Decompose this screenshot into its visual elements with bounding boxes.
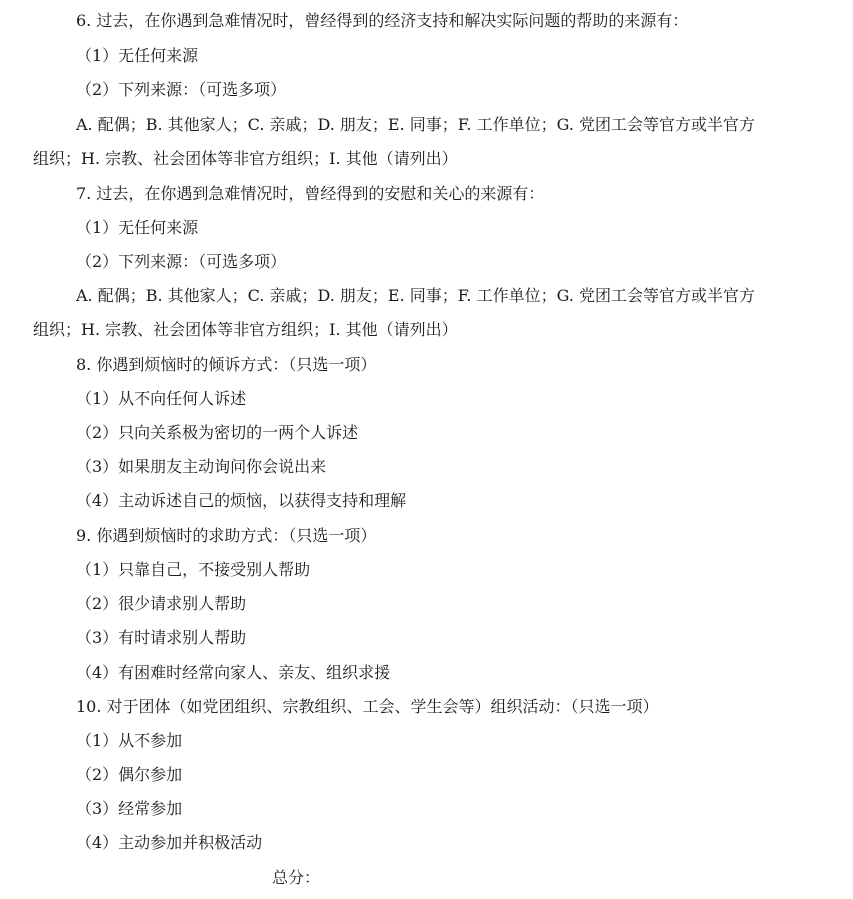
- q9-option-4: （4）有困难时经常向家人、亲友、组织求援: [76, 663, 391, 682]
- q7-option-2: （2）下列来源：（可选多项）: [76, 252, 287, 271]
- q6-sources-line1: A. 配偶；B. 其他家人；C. 亲戚；D. 朋友；E. 同事；F. 工作单位；G. 党团工会等官方或半官方: [76, 115, 755, 134]
- q10-option-1: （1）从不参加: [76, 731, 183, 750]
- q10-option-3: （3）经常参加: [76, 799, 183, 818]
- q8-title: 8. 你遇到烦恼时的倾诉方式：（只选一项）: [76, 355, 377, 374]
- q8-option-2: （2）只向关系极为密切的一两个人诉述: [76, 423, 359, 442]
- q10-title: 10. 对于团体（如党团组织、宗教组织、工会、学生会等）组织活动：（只选一项）: [76, 697, 659, 716]
- total-score-label: 总分：: [272, 868, 321, 887]
- q7-option-1: （1）无任何来源: [76, 218, 199, 237]
- q8-option-3: （3）如果朋友主动询问你会说出来: [76, 457, 327, 476]
- q8-option-1: （1）从不向任何人诉述: [76, 389, 247, 408]
- q9-option-3: （3）有时请求别人帮助: [76, 628, 247, 647]
- q7-sources-line2: 组织；H. 宗教、社会团体等非官方组织；I. 其他（请列出）: [33, 320, 458, 339]
- q9-option-1: （1）只靠自己，不接受别人帮助: [76, 560, 311, 579]
- q10-option-4: （4）主动参加并积极活动: [76, 833, 263, 852]
- q10-option-2: （2）偶尔参加: [76, 765, 183, 784]
- q6-option-1: （1）无任何来源: [76, 46, 199, 65]
- q9-option-2: （2）很少请求别人帮助: [76, 594, 247, 613]
- q7-sources-line1: A. 配偶；B. 其他家人；C. 亲戚；D. 朋友；E. 同事；F. 工作单位；G. 党团工会等官方或半官方: [76, 286, 755, 305]
- q7-title: 7. 过去，在你遇到急难情况时，曾经得到的安慰和关心的来源有：: [76, 184, 545, 203]
- q6-title: 6. 过去，在你遇到急难情况时，曾经得到的经济支持和解决实际问题的帮助的来源有：: [76, 11, 689, 30]
- q6-option-2: （2）下列来源：（可选多项）: [76, 80, 287, 99]
- q9-title: 9. 你遇到烦恼时的求助方式：（只选一项）: [76, 526, 377, 545]
- q8-option-4: （4）主动诉述自己的烦恼，以获得支持和理解: [76, 491, 407, 510]
- q6-sources-line2: 组织；H. 宗教、社会团体等非官方组织；I. 其他（请列出）: [33, 149, 458, 168]
